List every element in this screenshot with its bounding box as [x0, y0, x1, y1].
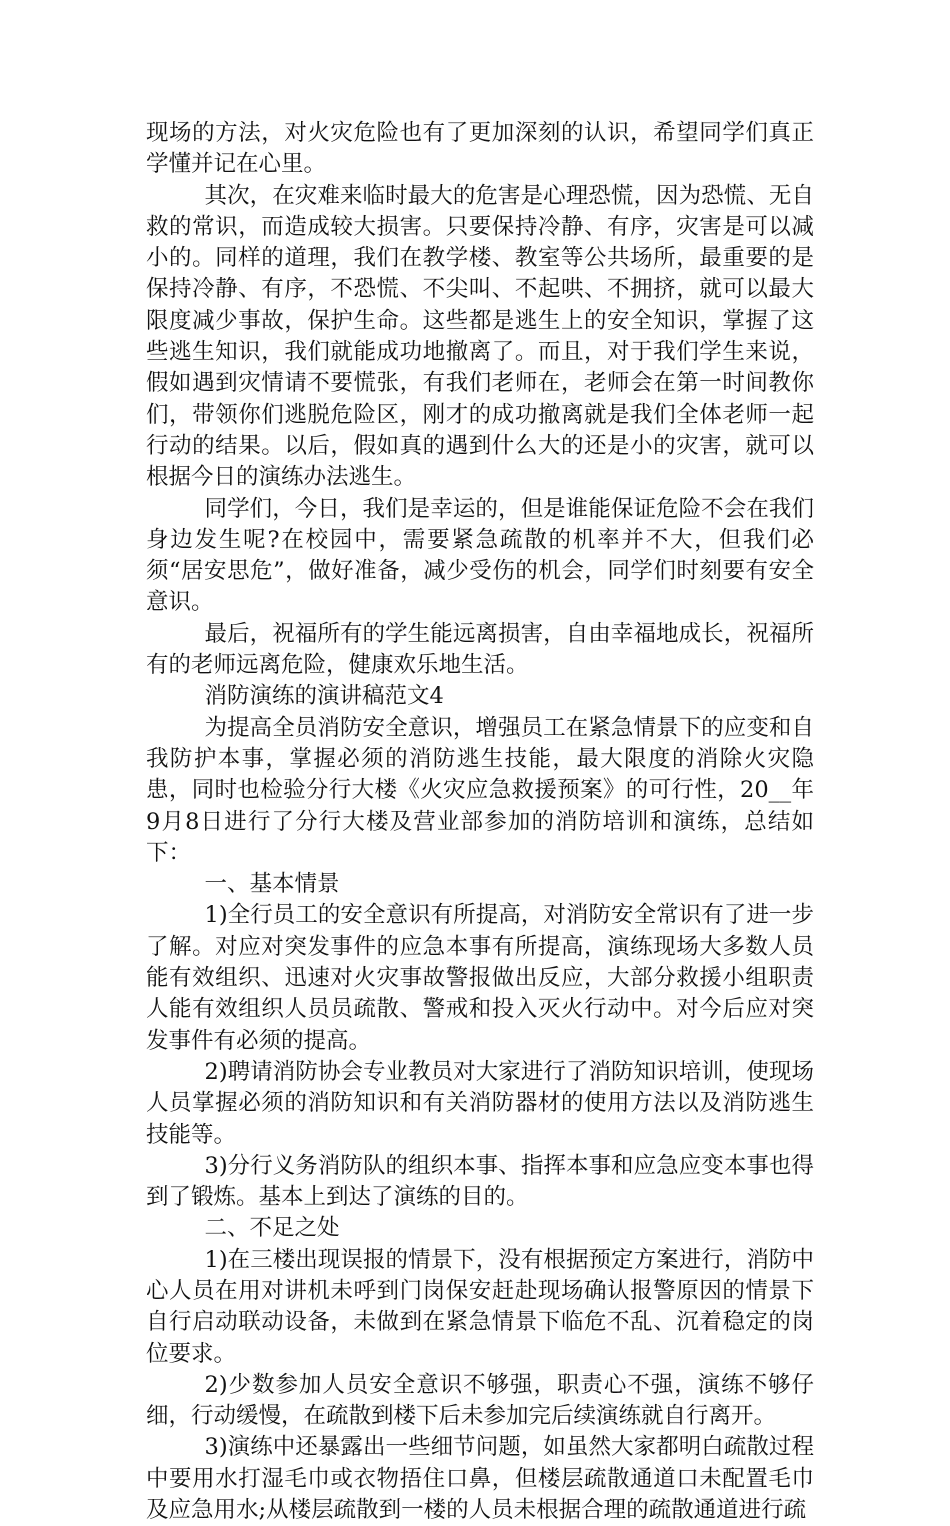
paragraph-5: 为提高全员消防安全意识，增强员工在紧急情景下的应变和自我防护本事，掌握必须的消防逃生技能，最大限度的消除火灾隐患，同时也检验分行大楼《火灾应急救援预案》的可行性，20__年9月8日进行了分行大楼及营业部参加的消防培训和演练，总结如下： [146, 714, 814, 866]
document-page [146, 118, 814, 1526]
list-item-1: 1)全行员工的安全意识有所提高，对消防安全常识有了进一步了解。对应对突发事件的应急本事有所提高，演练现场大多数人员能有效组织、迅速对火灾事故警报做出反应，大部分救援小组职责人能有效组织人员员疏散、警戒和投入灭火行动中。对今后应对突发事件有必须的提高。 [146, 902, 814, 1054]
heading-shortcomings: 二、不足之处 [204, 1215, 340, 1242]
section-title: 消防演练的演讲稿范文4 [204, 683, 444, 710]
list-item-2: 2)聘请消防协会专业教员对大家进行了消防知识培训，使现场人员掌握必须的消防知识和有关消防器材的使用方法以及消防逃生技能等。 [146, 1058, 814, 1148]
paragraph-1: 现场的方法，对火灾危险也有了更加深刻的认识，希望同学们真正学懂并记在心里。 [146, 120, 814, 178]
paragraph-3: 同学们，今日，我们是幸运的，但是谁能保证危险不会在我们身边发生呢?在校园中，需要紧急疏散的机率并不大，但我们必须“居安思危”，做好准备，减少受伤的机会，同学们时刻要有安全意识。 [146, 495, 814, 616]
list-item-6: 3)演练中还暴露出一些细节问题，如虽然大家都明白疏散过程中要用水打湿毛巾或衣物捂住口鼻，但楼层疏散通道口未配置毛巾及应急用水;从楼层疏散到一楼的人员未根据合理的疏散通道进行疏 [146, 1434, 814, 1524]
list-item-3: 3)分行义务消防队的组织本事、指挥本事和应急应变本事也得到了锻炼。基本上到达了演练的目的。 [146, 1152, 814, 1211]
list-item-5: 2)少数参加人员安全意识不够强，职责心不强，演练不够仔细，行动缓慢，在疏散到楼下后未参加完后续演练就自行离开。 [146, 1371, 814, 1430]
heading-basic-situation: 一、基本情景 [204, 871, 340, 898]
paragraph-4: 最后，祝福所有的学生能远离损害，自由幸福地成长，祝福所有的老师远离危险，健康欢乐地生活。 [146, 620, 814, 679]
paragraph-2: 其次，在灾难来临时最大的危害是心理恐慌，因为恐慌、无自救的常识，而造成较大损害。只要保持冷静、有序，灾害是可以减小的。同样的道理，我们在教学楼、教室等公共场所，最重要的是保持冷静、有序，不恐慌、不尖叫、不起哄、不拥挤，就可以最大限度减少事故，保护生命。这些都是逃生上的安全知识，掌握了这些逃生知识，我们就能成功地撤离了。而且，对于我们学生来说，假如遇到灾情请不要慌张，有我们老师在，老师会在第一时间教你们，带领你们逃脱危险区，刚才的成功撤离就是我们全体老师一起行动的结果。以后，假如真的遇到什么大的还是小的灾害，就可以根据今日的演练办法逃生。 [146, 182, 814, 491]
list-item-4: 1)在三楼出现误报的情景下，没有根据预定方案进行，消防中心人员在用对讲机未呼到门岗保安赶赴现场确认报警原因的情景下自行启动联动设备，未做到在紧急情景下临危不乱、沉着稳定的岗位要求。 [146, 1246, 814, 1367]
